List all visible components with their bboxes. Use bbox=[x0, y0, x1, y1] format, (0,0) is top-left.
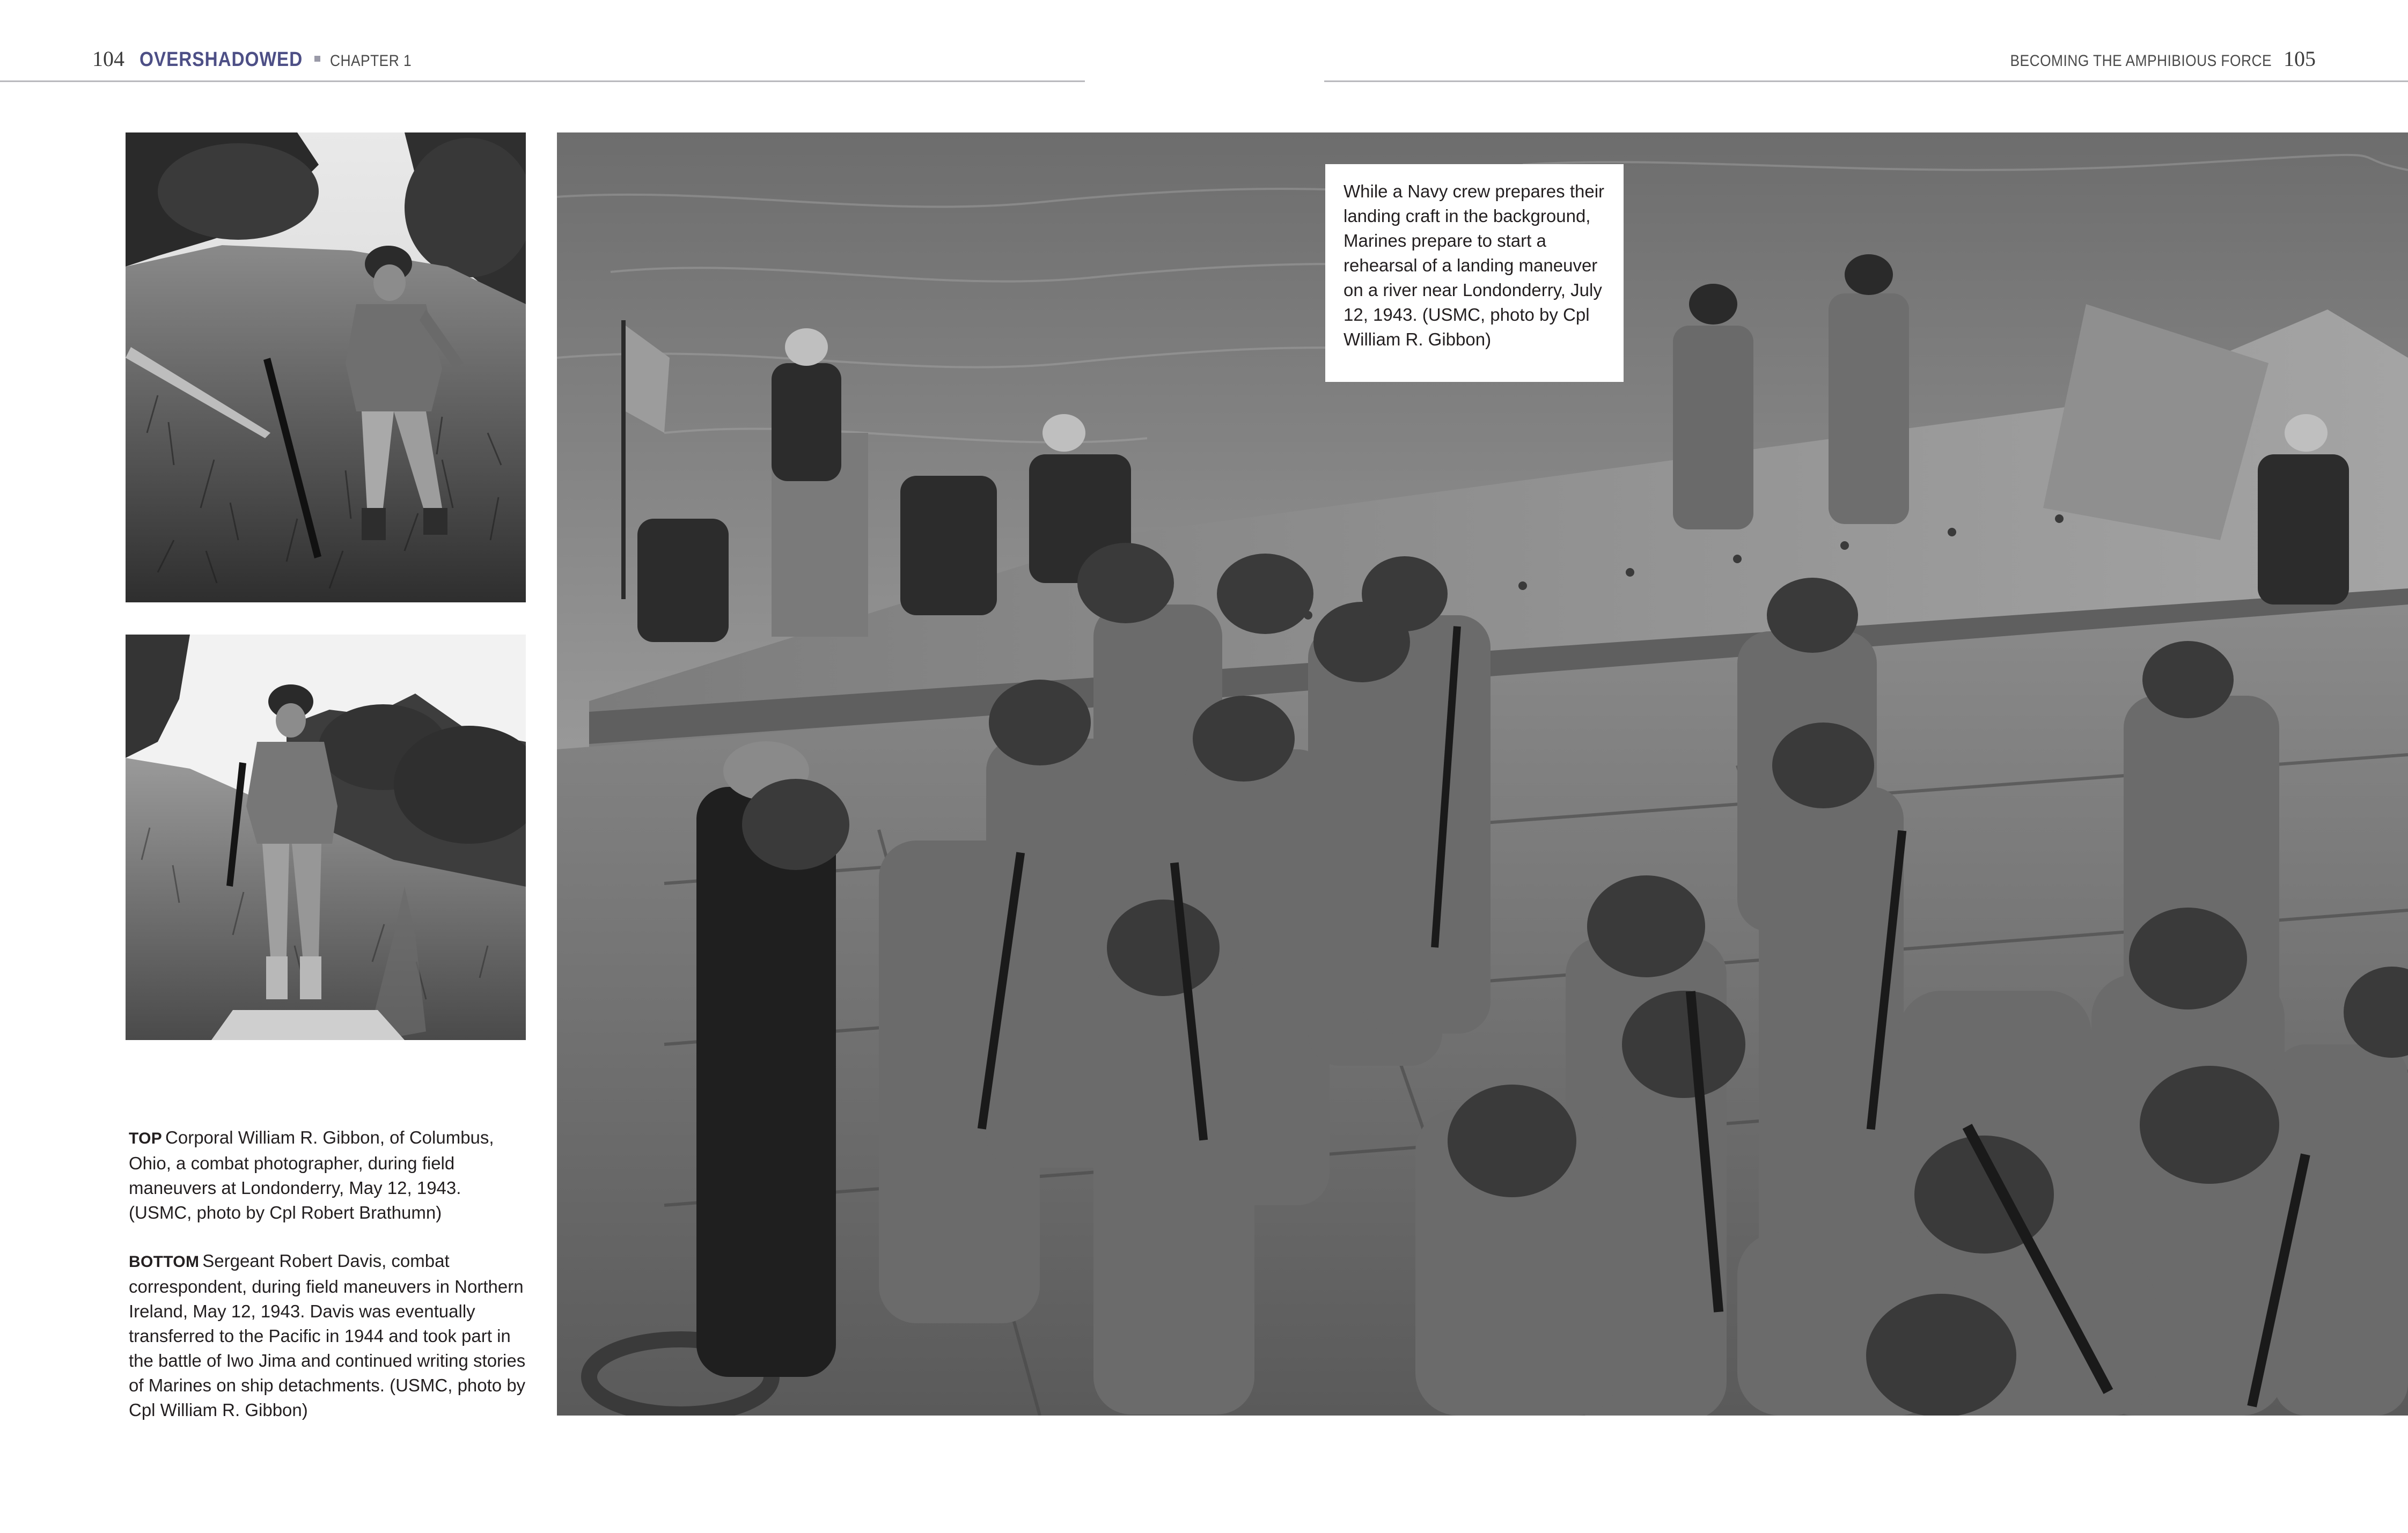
header-rule-right bbox=[1324, 80, 2408, 82]
caption-bottom-lead: BOTTOM bbox=[129, 1253, 200, 1271]
caption-top-text: Corporal William R. Gibbon, of Columbus, Ohio, a combat photographer, during field maneuvers at Londonderry, May 12, 1943. (USMC, photo by Cpl Robert Brathumn) bbox=[129, 1127, 494, 1222]
separator-square-icon bbox=[314, 56, 320, 62]
caption-top bbox=[129, 1125, 526, 1225]
page-number-left: 104 bbox=[92, 47, 124, 71]
caption-bottom bbox=[129, 1249, 526, 1423]
photo-top-image bbox=[126, 132, 526, 602]
main-photo-caption-text: While a Navy crew prepares their landing craft in the background, Marines prepare to start a rehearsal of a landing maneuver on a river near Londonderry, July 12, 1943. (USMC, photo by Cpl William R. Gibbon) bbox=[1344, 181, 1605, 349]
section-title: BECOMING THE AMPHIBIOUS FORCE bbox=[2010, 52, 2272, 70]
caption-top-lead: TOP bbox=[129, 1130, 163, 1147]
header-rule-left bbox=[0, 80, 1085, 82]
photo-top-soldier-on-hillside bbox=[126, 132, 526, 602]
chapter-label: CHAPTER 1 bbox=[329, 52, 412, 70]
photo-bottom-soldier-in-field bbox=[126, 635, 526, 1040]
page-number-right: 105 bbox=[2284, 47, 2316, 71]
main-photo-caption bbox=[1325, 164, 1624, 382]
running-header-right bbox=[1974, 46, 2316, 73]
caption-bottom-text: Sergeant Robert Davis, combat correspondent, during field maneuvers in Northern Ireland, May 12, 1943. Davis was eventually transferred to the Pacific in 1944 and took part in the battle of Iwo Jima and continued writing stories of Marines on ship detachments. (USMC, photo by Cpl William R. Gibbon) bbox=[129, 1251, 526, 1420]
book-title: OVERSHADOWED bbox=[140, 48, 303, 71]
photo-bottom-image bbox=[126, 635, 526, 1040]
running-header-left bbox=[92, 46, 422, 73]
